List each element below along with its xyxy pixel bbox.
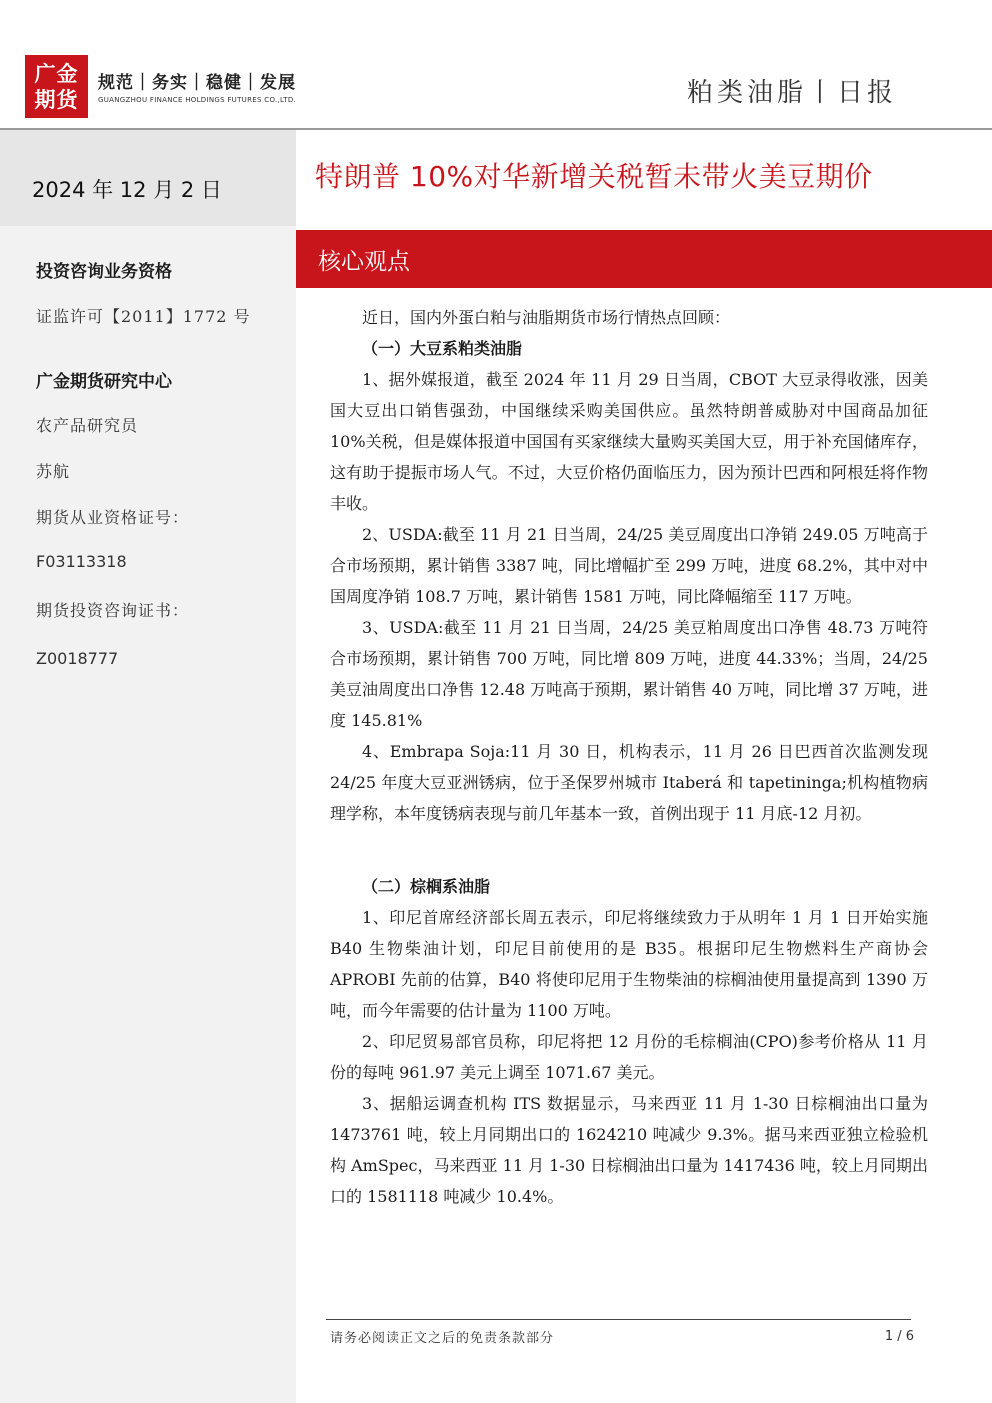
paragraph-2: 2、USDA:截至 11 月 21 日当周，24/25 美豆周度出口净销 249.05 万吨高于合市场预期，累计销售 3387 吨，同比增幅扩至 299 万吨，进度 68.2%，其中对中国周度净销 108.7 万吨，累计销售 1581 万吨，同比降幅缩至 117 万吨。 bbox=[330, 525, 928, 606]
report-title: 特朗普 10%对华新增关税暂未带火美豆期价 bbox=[315, 160, 873, 193]
company-logo bbox=[25, 55, 88, 118]
futures-cert-number: F03113318 bbox=[36, 552, 127, 571]
advisory-cert-number: Z0018777 bbox=[36, 649, 119, 668]
analyst-role: 农产品研究员 bbox=[36, 416, 139, 435]
report-body bbox=[330, 302, 928, 1212]
intro-paragraph: 近日，国内外蛋白粕与油脂期货市场行情热点回顾： bbox=[362, 308, 731, 327]
subsection-palm-title: （二）棕榈系油脂 bbox=[362, 877, 491, 896]
research-center: 广金期货研究中心 bbox=[36, 372, 172, 392]
advisory-cert-label: 期货投资咨询证书： bbox=[36, 601, 190, 620]
logo-line2: 期货 bbox=[34, 87, 79, 112]
report-type: 粕类油脂丨日报 bbox=[686, 78, 897, 108]
report-date: 2024 年 12 月 2 日 bbox=[32, 178, 222, 202]
subsection-soy-title: （一）大豆系粕类油脂 bbox=[362, 339, 523, 358]
paragraph-3: 3、USDA:截至 11 月 21 日当周，24/25 美豆粕周度出口净售 48.73 万吨符合市场预期，累计销售 700 万吨，同比增 809 万吨，进度 44.33%；当周，24/25 美豆油周度出口净售 12.48 万吨高于预期，累计销售 40 万吨，同比增 37 万吨，进度 145.81% bbox=[330, 618, 928, 730]
company-slogan: 规范｜务实｜稳健｜发展 bbox=[98, 73, 296, 93]
company-english-name: GUANGZHOU FINANCE HOLDINGS FUTURES CO.,LTD. bbox=[98, 96, 297, 104]
logo-line1: 广金 bbox=[34, 61, 79, 86]
section-title: 核心观点 bbox=[318, 249, 410, 275]
footer-divider bbox=[326, 1319, 911, 1320]
paragraph-5: 1、印尼首席经济部长周五表示，印尼将继续致力于从明年 1 月 1 日开始实施 B40 生物柴油计划，印尼目前使用的是 B35。根据印尼生物燃料生产商协会 APROBI 先前的估算，B40 将使印尼用于生物柴油的棕榈油使用量提高到 1390 万吨，而今年需要的估计量为 1100 万吨。 bbox=[330, 908, 928, 1020]
paragraph-7: 3、据船运调查机构 ITS 数据显示，马来西亚 11 月 1-30 日棕榈油出口量为 1473761 吨，较上月同期出口的 1624210 吨减少 9.3%。据马来西亚独立检验机构 AmSpec，马来西亚 11 月 1-30 日棕榈油出口量为 1417436 吨，较上月同期出口的 1581118 吨减少 10.4%。 bbox=[330, 1094, 928, 1206]
paragraph-6: 2、印尼贸易部官员称，印尼将把 12 月份的毛棕榈油(CPO)参考价格从 11 月份的每吨 961.97 美元上调至 1071.67 美元。 bbox=[330, 1032, 928, 1082]
qualification-title: 投资咨询业务资格 bbox=[36, 262, 172, 282]
analyst-name: 苏航 bbox=[36, 462, 71, 481]
paragraph-1: 1、据外媒报道，截至 2024 年 11 月 29 日当周，CBOT 大豆录得收涨，因美国大豆出口销售强劲，中国继续采购美国供应。虽然特朗普威胁对中国商品加征 10%关税，但是媒体报道中国国有买家继续大量购买美国大豆，用于补充国储库存，这有助于提振市场人气。不过，大豆价格仍面临压力，因为预计巴西和阿根廷将作物丰收。 bbox=[330, 370, 928, 513]
futures-cert-label: 期货从业资格证号： bbox=[36, 508, 190, 527]
paragraph-4: 4、Embrapa Soja:11 月 30 日，机构表示，11 月 26 日巴西首次监测发现 24/25 年度大豆亚洲锈病，位于圣保罗州城市 Itaberá 和 tapetininga;机构植物病理学称，本年度锈病表现与前几年基本一致，首例出现于 11 月底-12 月初。 bbox=[330, 742, 928, 823]
disclaimer-note: 请务必阅读正文之后的免责条款部分 bbox=[330, 1331, 555, 1346]
page-number: 1 / 6 bbox=[884, 1329, 914, 1344]
license-number: 证监许可【2011】1772 号 bbox=[36, 307, 251, 326]
